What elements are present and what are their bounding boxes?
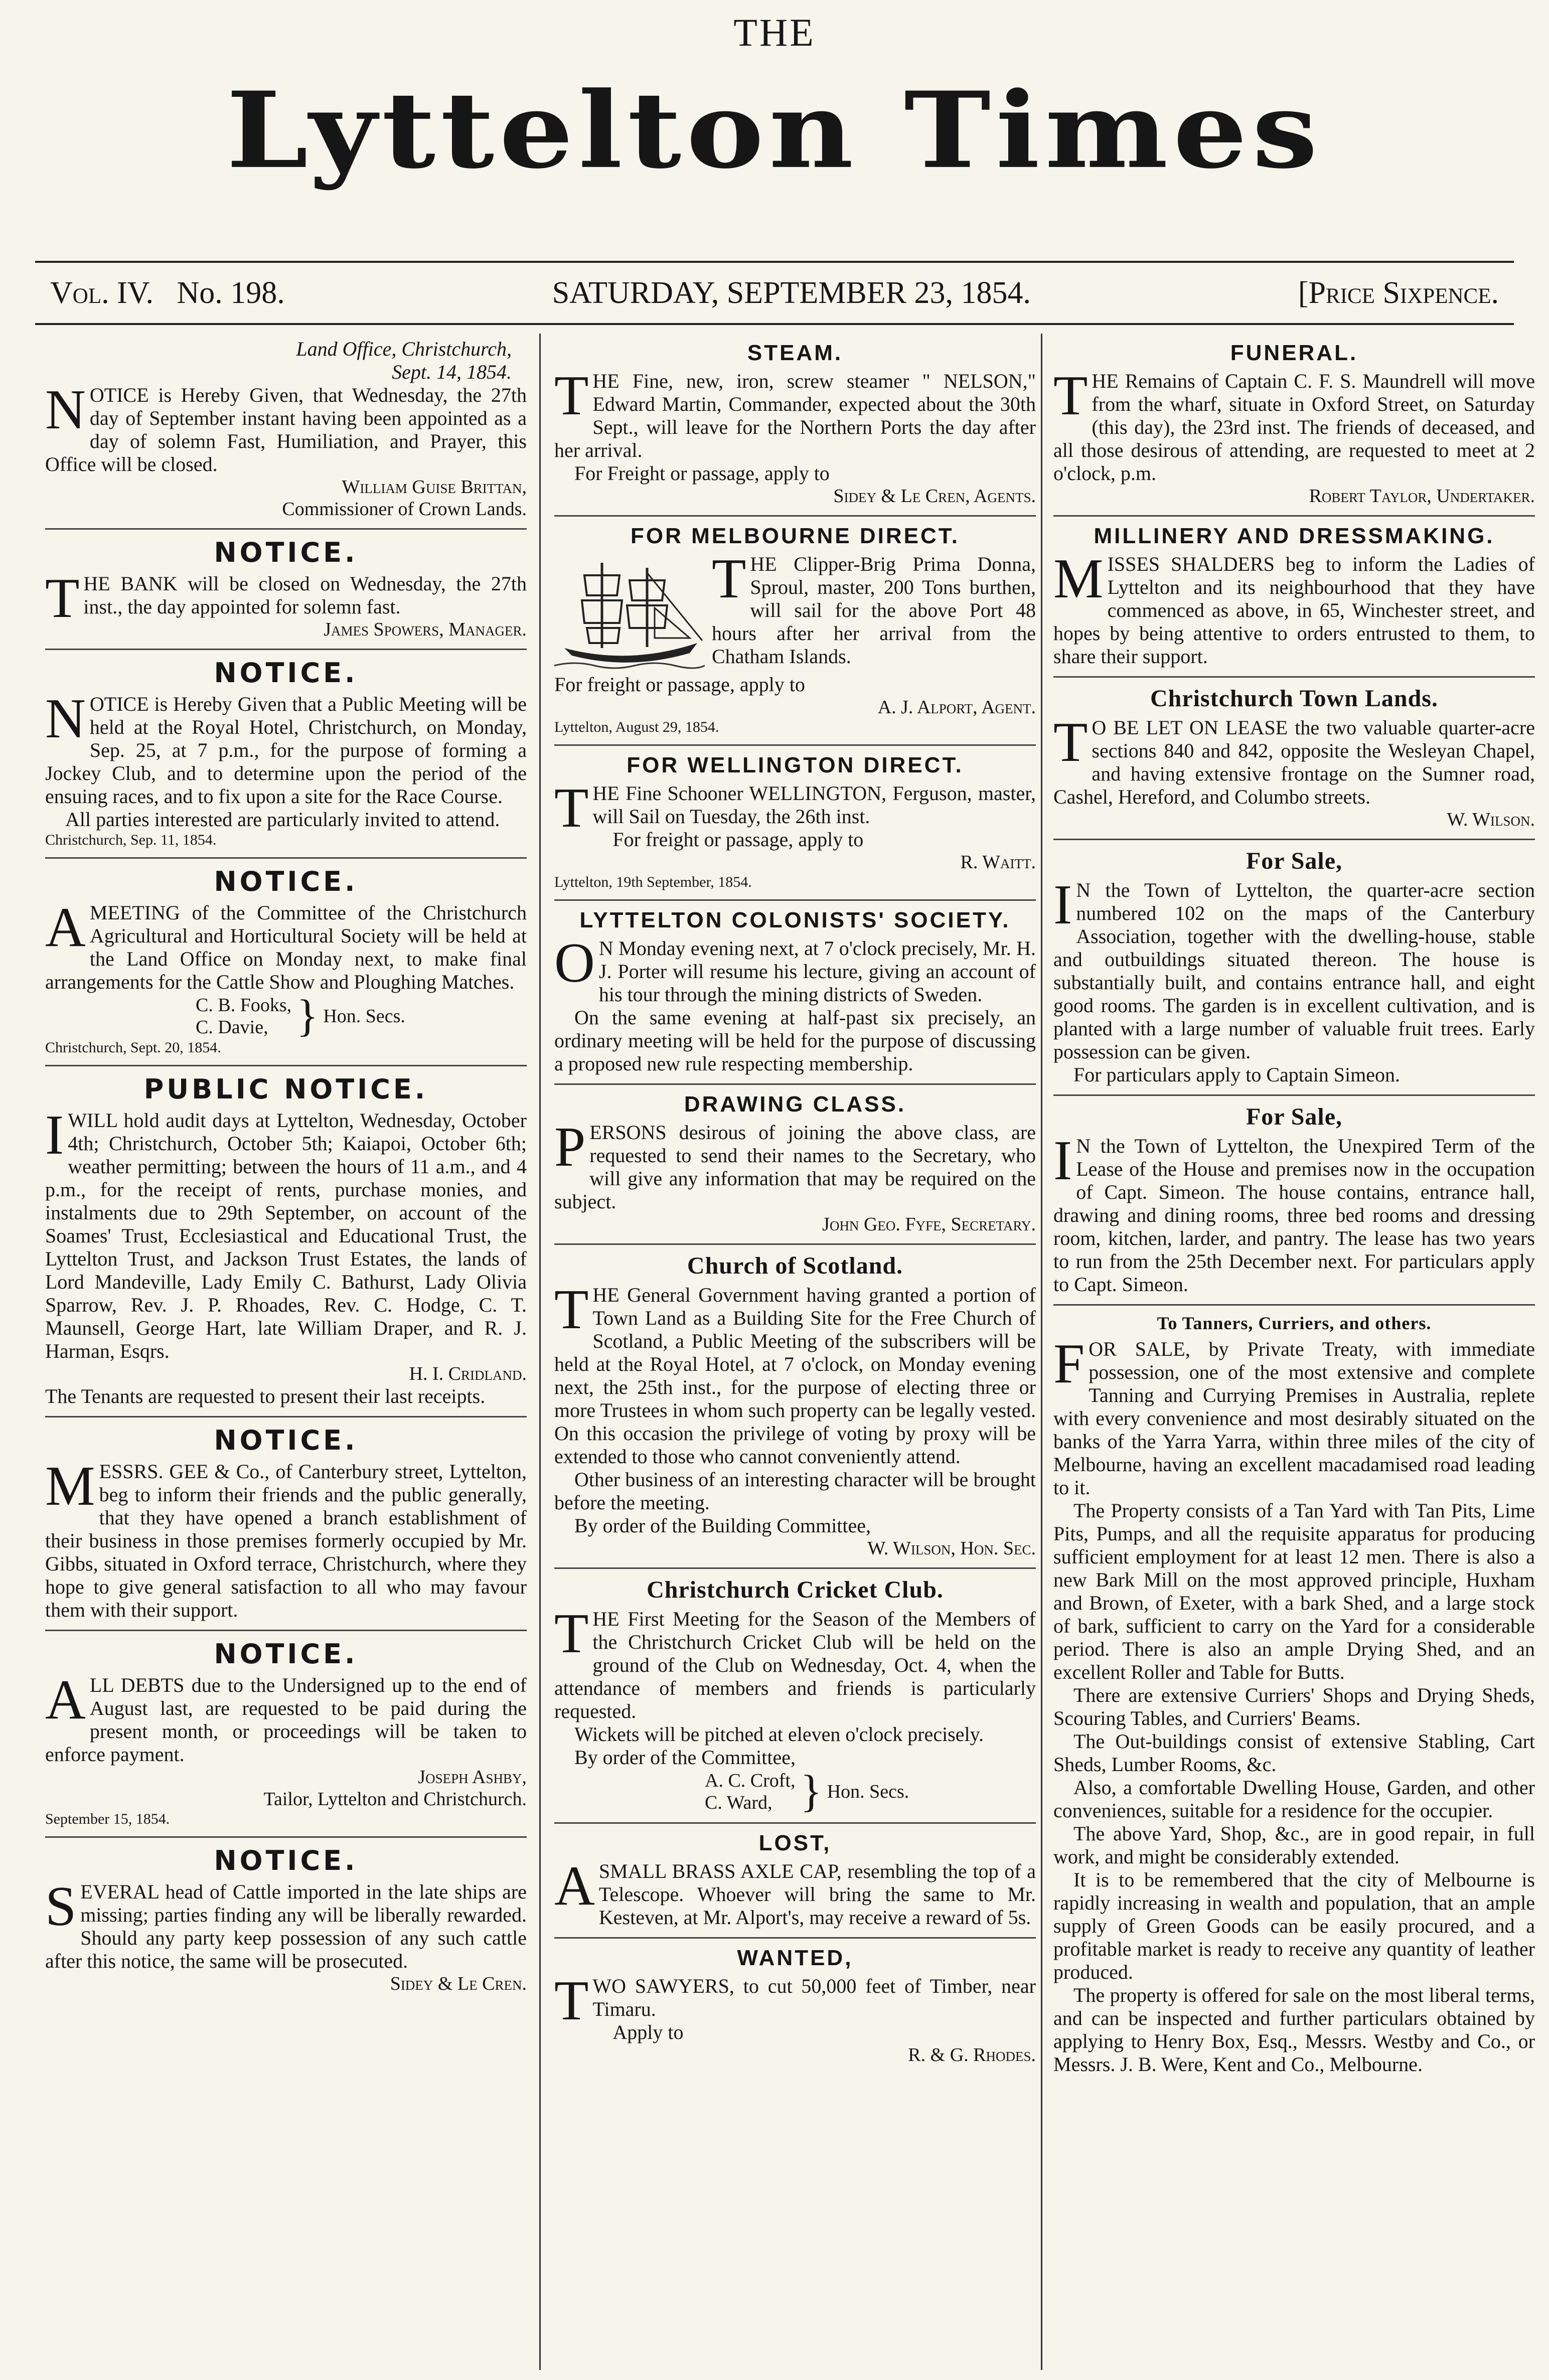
drop-cap: A	[45, 1669, 86, 1731]
ad-body: N the Town of Lyttelton, the Unexpired Term of the Lease of the House and premises now in the occupation of Capt. Simeon. The house contains, entrance hall, drawing and dining rooms, three bed rooms and dressing room, kitchen, larder, and pantry. The lease has two years to run from the 25th December next. For particulars apply to Capt. Simeon.	[1053, 1135, 1535, 1296]
ad-signature-title: Tailor, Lyttelton and Christchurch.	[263, 1789, 527, 1810]
ad-body: The property is offered for sale on the most liberal terms, and can be inspected and further particulars obtained by applying to Henry Box, Esq., Messrs. Westby and Co., or Messrs. J. B. Were, Kent and Co., Melbourne.	[1053, 1984, 1535, 2076]
drop-cap: T	[712, 548, 746, 610]
ad-signature: Joseph Ashby,	[418, 1767, 527, 1788]
ad-heading: NOTICE.	[214, 866, 358, 897]
ad-signature: A. J. Alport, Agent.	[877, 697, 1036, 718]
ad-signature: H. I. Cridland.	[409, 1363, 527, 1384]
drop-cap: I	[1053, 1130, 1072, 1192]
advert-audit	[45, 1066, 527, 1417]
drop-cap: F	[1053, 1333, 1085, 1395]
ad-body: MEETING of the Committee of the Christchurch Agricultural and Horticultural Society will be held at the Land Office on Monday next, to make final arrangements for the Cattle Show and Ploughing Matches.	[45, 901, 527, 993]
ad-heading: NOTICE.	[214, 1424, 358, 1456]
brace-icon: }	[296, 991, 319, 1041]
drop-cap: T	[554, 1603, 589, 1665]
ad-body: HE First Meeting for the Season of the Members of the Christchurch Cricket Club will be held on the ground of the Club on Wednesday, Oct. 4, when the attendance of members and friends is particularly requested.	[554, 1608, 1036, 1722]
ad-body: ISSES SHALDERS beg to inform the Ladies of Lyttelton and its neighbourhood that they have commenced as above, in 65, Winchester street, and hopes by being attentive to orders entrusted to them, to share their support.	[1053, 553, 1535, 668]
column-rule	[539, 334, 541, 2370]
brace-icon: }	[800, 1767, 822, 1816]
price: [Price Sixpence.	[1298, 275, 1499, 310]
advert-agricultural	[45, 859, 527, 1066]
ad-signature: Sidey & Le Cren.	[390, 1973, 527, 1994]
advert-cattle	[45, 1838, 527, 2003]
ad-body: All parties interested are particularly invited to attend.	[65, 808, 500, 831]
advert-debts	[45, 1631, 527, 1838]
advert-lost	[554, 1824, 1036, 1939]
issue-number: No. 198.	[177, 275, 285, 310]
ad-date: Lyttelton, 19th September, 1854.	[554, 874, 752, 890]
drop-cap: M	[45, 1455, 95, 1517]
advert-for-sale-1	[1053, 840, 1535, 1096]
ad-signature: John Geo. Fyfe, Secretary.	[822, 1214, 1036, 1235]
ad-heading: For Sale,	[1246, 848, 1343, 874]
drop-cap: S	[45, 1875, 77, 1938]
drop-cap: N	[45, 688, 86, 750]
drop-cap: T	[554, 1970, 589, 2032]
drop-cap: A	[554, 1855, 595, 1917]
ad-body: HE Clipper-Brig Prima Donna, Sproul, master, 200 Tons burthen, will sail for the above Port 48 hours after her arrival from the Chatham Islands.	[712, 553, 1036, 668]
advert-gee	[45, 1417, 527, 1631]
signatory: A. C. Croft,	[705, 1770, 796, 1791]
advert-funeral	[1053, 334, 1535, 517]
ad-heading: Church of Scotland.	[687, 1252, 903, 1279]
drop-cap: T	[1053, 365, 1088, 427]
drop-cap: N	[45, 379, 86, 441]
advert-jockey-club	[45, 650, 527, 859]
ad-body: OTICE is Hereby Given that a Public Meeting will be held at the Royal Hotel, Christchurch, on Monday, Sep. 25, at 7 p.m., for the purpose of forming a Jockey Club, and to determine upon the period of the ensuing races, and to fix upon a site for the Race Course.	[45, 693, 527, 808]
advert-colonists-society	[554, 901, 1036, 1085]
advert-bank	[45, 530, 527, 650]
ad-body: There are extensive Curriers' Shops and Drying Sheds, Scouring Tables, and Curriers' Beams.	[1053, 1684, 1535, 1729]
signatory: C. Davie,	[196, 1017, 268, 1038]
ad-signature: Sidey & Le Cren, Agents.	[833, 486, 1036, 507]
ad-body: HE General Government having granted a portion of Town Land as a Building Site for the Free Church of Scotland, a Public Meeting of the subscribers will be held at the Royal Hotel, at 7 o'clock, on Monday evening next, the 25th inst., for the purpose of electing three or more Trustees in whom such property can be legally vested. On this occasion the privilege of voting by proxy will be extended to those who cannot conveniently attend.	[554, 1284, 1036, 1468]
ad-heading: NOTICE.	[214, 657, 358, 689]
ad-body: EVERAL head of Cattle imported in the late ships are missing; parties finding any will be liberally rewarded. Should any party keep possession of any such cattle after this notice, the same will be prosecuted.	[45, 1880, 527, 1972]
ad-body: LL DEBTS due to the Undersigned up to the end of August last, are requested to be paid during the present month, or proceedings will be taken to enforce payment.	[45, 1674, 527, 1766]
ad-heading: Christchurch Town Lands.	[1150, 685, 1438, 712]
drop-cap: O	[554, 932, 595, 994]
column-2	[554, 334, 1036, 2370]
ad-body: HE BANK will be closed on Wednesday, the 27th inst., the day appointed for solemn fast.	[83, 572, 527, 618]
ad-body: Apply to	[612, 2021, 684, 2043]
advert-town-lands	[1053, 678, 1535, 840]
advert-millinery	[1053, 517, 1535, 678]
ad-heading: LOST,	[758, 1831, 832, 1855]
ad-body: On the same evening at half-past six precisely, an ordinary meeting will be held for the purpose of discussing a proposed new rule respecting membership.	[554, 1006, 1036, 1075]
ad-heading: NOTICE.	[214, 1845, 358, 1876]
ad-body: SMALL BRASS AXLE CAP, resembling the top of a Telescope. Whoever will bring the same to Mr. Kesteven, at Mr. Alport's, may receive a reward of 5s.	[598, 1860, 1036, 1929]
drop-cap: T	[554, 1279, 589, 1341]
ad-body: HE Fine, new, iron, screw steamer " NELSON," Edward Martin, Commander, expected about the 30th Sept., will leave for the Northern Ports the day after her arrival.	[554, 370, 1036, 461]
drop-cap: M	[1053, 548, 1104, 610]
column-rule	[1041, 334, 1042, 2370]
ad-signature: W. Wilson, Hon. Sec.	[867, 1538, 1036, 1559]
drop-cap: A	[45, 896, 86, 959]
ad-body: By order of the Committee,	[574, 1746, 796, 1769]
drop-cap: I	[1053, 874, 1072, 936]
advert-steam	[554, 334, 1036, 517]
ad-body: The above Yard, Shop, &c., are in good repair, in full work, and might be considerably extended.	[1053, 1822, 1535, 1868]
ad-body: For Freight or passage, apply to	[574, 462, 830, 485]
advert-tannery	[1053, 1306, 1535, 2084]
ad-body: ESSRS. GEE & Co., of Canterbury street, Lyttelton, beg to inform their friends and the public generally, that they have opened a branch establishment of their business in those premises formerly occupied by Mr. Gibbs, situated in Oxford terrace, Christchurch, where they hope to give general satisfaction to all who may favour them with their support.	[45, 1460, 527, 1621]
column-1	[45, 334, 527, 2370]
signatory-role: Hon. Secs.	[827, 1781, 909, 1802]
ad-body: N Monday evening next, at 7 o'clock precisely, Mr. H. J. Porter will resume his lecture, giving an account of his tour through the mining districts of Sweden.	[598, 937, 1036, 1006]
ad-body: The Property consists of a Tan Yard with Tan Pits, Lime Pits, Pumps, and all the requisite apparatus for producing sufficient employment for at least 12 men. There is also a new Bark Mill on the most approved principle, Huxham and Brown, of Exeter, with a bark Shed, and a large stock of bark, sufficient to carry on the Yard for a considerable period. There is also an ample Drying Shed, and an excellent Roller and Table for Butts.	[1053, 1499, 1535, 1683]
advert-for-sale-2	[1053, 1096, 1535, 1306]
advert-drawing-class	[554, 1085, 1036, 1245]
ship-illustration	[554, 553, 705, 673]
dateline	[35, 261, 1514, 325]
signatories	[554, 1769, 1036, 1814]
ad-date: September 15, 1854.	[45, 1811, 170, 1827]
ad-body: N the Town of Lyttelton, the quarter-acre section numbered 102 on the maps of the Canterbury Association, together with the dwelling-house, stable and outbuildings situated thereon. The house is substantially built, and contains entrance hall, and eight good rooms. The garden is in excellent cultivation, and is planted with a large number of valuable fruit trees. Early possession can be given.	[1053, 879, 1535, 1063]
masthead-the: THE	[733, 11, 816, 54]
ad-body: O BE LET ON LEASE the two valuable quarter-acre sections 840 and 842, opposite the Wesleyan Chapel, and having extensive frontage on the Sumner road, Cashel, Hereford, and Columbo streets.	[1053, 716, 1535, 808]
ad-body: OR SALE, by Private Treaty, with immediate possession, one of the most extensive and complete Tanning and Currying Premises in Australia, replete with every convenience and most desirably situated on the banks of the Yarra Yarra, within three miles of the city of Melbourne, having an excellent macadamised road leading to it.	[1053, 1338, 1535, 1499]
ad-heading: NOTICE.	[214, 1638, 358, 1670]
masthead	[0, 0, 1549, 261]
ad-heading: PUBLIC NOTICE.	[143, 1073, 428, 1105]
signatory: C. Ward,	[705, 1792, 772, 1813]
column-3	[1053, 334, 1535, 2370]
ad-signature: Robert Taylor, Undertaker.	[1309, 486, 1535, 507]
ad-heading: FOR WELLINGTON DIRECT.	[627, 753, 964, 777]
ad-body: HE Remains of Captain C. F. S. Maundrell will move from the wharf, situate in Oxford Street, on Saturday (this day), the 23rd inst. The friends of deceased, and all those desirous of attending, are requested to meet at 2 o'clock, p.m.	[1053, 370, 1535, 485]
ad-body: Other business of an interesting character will be brought before the meeting.	[554, 1468, 1036, 1514]
ad-heading: To Tanners, Curriers, and others.	[1157, 1313, 1432, 1333]
ad-body: For freight or passage, apply to	[612, 828, 864, 851]
ad-body: HE Fine Schooner WELLINGTON, Ferguson, master, will Sail on Tuesday, the 26th inst.	[592, 782, 1036, 828]
ad-heading: FOR MELBOURNE DIRECT.	[631, 524, 960, 548]
ad-body: For freight or passage, apply to	[554, 673, 805, 696]
ad-body: OTICE is Hereby Given, that Wednesday, the 27th day of September instant having been appointed as a day of solemn Fast, Humiliation, and Prayer, this Office will be closed.	[45, 384, 527, 475]
ad-heading: NOTICE.	[214, 537, 358, 568]
ad-body: Also, a comfortable Dwelling House, Garden, and other conveniences, suitable for a residence for the occupier.	[1053, 1776, 1535, 1822]
advert-cricket-club	[554, 1569, 1036, 1824]
ad-heading: MILLINERY AND DRESSMAKING.	[1094, 524, 1495, 548]
ad-signature: W. Wilson.	[1447, 809, 1535, 830]
ad-body: WO SAWYERS, to cut 50,000 feet of Timber, near Timaru.	[592, 1975, 1036, 2020]
ad-heading: FUNERAL.	[1230, 341, 1358, 365]
ad-heading: STEAM.	[747, 341, 843, 365]
signatory: C. B. Fooks,	[196, 995, 292, 1016]
drop-cap: T	[554, 365, 589, 427]
ad-body: The Out-buildings consist of extensive Stabling, Cart Sheds, Lumber Rooms, &c.	[1053, 1730, 1535, 1776]
advert-land-office	[45, 334, 527, 530]
ad-body: The Tenants are requested to present their last receipts.	[45, 1385, 486, 1407]
masthead-title: Lyttelton Times	[226, 68, 1323, 192]
signatory-role: Hon. Secs.	[323, 1006, 405, 1027]
ad-body: For particulars apply to Captain Simeon.	[1073, 1063, 1400, 1086]
drop-cap: T	[1053, 711, 1088, 773]
ad-date: Lyttelton, August 29, 1854.	[554, 719, 719, 735]
ad-heading: LYTTELTON COLONISTS' SOCIETY.	[579, 908, 1011, 932]
advert-wellington	[554, 746, 1036, 901]
ad-signature: James Spowers, Manager.	[324, 619, 527, 640]
drop-cap: P	[554, 1116, 586, 1178]
ad-heading: DRAWING CLASS.	[684, 1092, 906, 1117]
ad-heading: For Sale,	[1246, 1103, 1343, 1130]
advert-church-of-scotland	[554, 1245, 1036, 1569]
ad-heading: Christchurch Cricket Club.	[647, 1576, 944, 1603]
drop-cap: T	[45, 567, 80, 629]
ad-signature: R. & G. Rhodes.	[908, 2044, 1036, 2066]
volume: Vol. IV.	[50, 275, 154, 310]
issue-date: SATURDAY, SEPTEMBER 23, 1854.	[552, 275, 1031, 310]
drop-cap: T	[554, 777, 589, 839]
drop-cap: I	[45, 1104, 64, 1166]
advert-wanted	[554, 1939, 1036, 2074]
ad-signature-title: Commissioner of Crown Lands.	[282, 499, 527, 520]
ad-date: Christchurch, Sep. 11, 1854.	[45, 832, 217, 848]
ad-body: By order of the Building Committee,	[574, 1514, 871, 1537]
ad-body: WILL hold audit days at Lyttelton, Wednesday, October 4th; Christchurch, October 5th; Kaiapoi, October 6th; weather permitting; between the hours of 11 a.m., and 4 p.m., for the receipt of rents, purchase monies, and instalments due to 29th September, on account of the Soames' Trust, Ecclesiastical and Educational Trust, the Lyttelton Trust, and Jackson Trust Estates, the lands of Lord Mandeville, Lady Emily C. Bathurst, Lady Olivia Sparrow, Rev. J. P. Rhoades, Rev. C. Hodge, C. T. Maunsell, George Hart, late William Draper, and R. J. Harman, Esqrs.	[45, 1109, 527, 1362]
ad-signature: William Guise Brittan,	[342, 477, 527, 498]
advert-melbourne	[554, 517, 1036, 746]
ad-signature: R. Waitt.	[960, 852, 1036, 873]
ad-body: ERSONS desirous of joining the above class, are requested to send their names to the Secretary, who will give any information that may be required on the subject.	[554, 1121, 1036, 1213]
ad-date: Christchurch, Sept. 20, 1854.	[45, 1039, 221, 1056]
ad-date: Sept. 14, 1854.	[392, 361, 512, 383]
signatories	[45, 991, 527, 1041]
ad-heading: WANTED,	[737, 1946, 853, 1970]
ad-place: Land Office, Christchurch,	[296, 338, 512, 360]
ad-body: Wickets will be pitched at eleven o'clock precisely.	[574, 1723, 984, 1746]
ad-body: It is to be remembered that the city of Melbourne is rapidly increasing in wealth and population, that an ample supply of Green Goods can be easily procured, and a profitable market is ready to receive any quantity of leather produced.	[1053, 1868, 1535, 1983]
